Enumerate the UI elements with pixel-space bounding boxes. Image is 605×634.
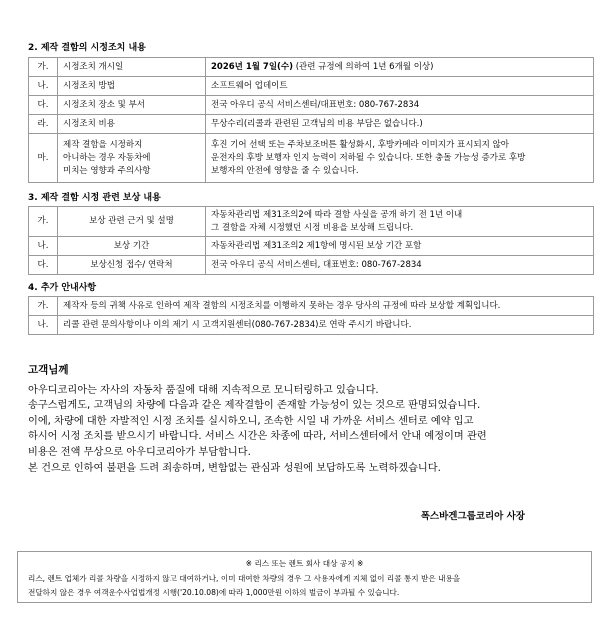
- value-line: 운전자의 후방 보행자 인지 능력이 저하될 수 있습니다. 또한 충돌 가능성 증가로 후방: [211, 152, 526, 163]
- table-row: [29, 207, 594, 237]
- row-number: 가.: [29, 58, 58, 77]
- section-4-title: 4. 추가 안내사항: [28, 283, 97, 293]
- value-line: 그 결함을 자체 시정했던 시정 비용을 보상해 드립니다.: [211, 222, 414, 233]
- table-row: [29, 77, 594, 96]
- row-label: 보상 기간: [58, 237, 206, 256]
- table-row: [29, 237, 594, 256]
- table-row: [29, 256, 594, 275]
- table-row: [29, 134, 594, 183]
- table-row: [29, 58, 594, 77]
- label-line: 제작 결함을 시정하지: [63, 139, 143, 150]
- table-row: [29, 297, 594, 316]
- label-line: 미치는 영향과 주의사항: [63, 165, 151, 176]
- row-label: 시정조치 방법: [58, 77, 206, 96]
- row-number: 가.: [29, 297, 58, 316]
- row-value: 소프트웨어 업데이트: [206, 77, 594, 96]
- table-row: [29, 96, 594, 115]
- table-row: [29, 316, 594, 335]
- row-value: [206, 134, 594, 183]
- row-number: 나.: [29, 237, 58, 256]
- recall-start-date: 2026년 1월 7일(수): [211, 61, 294, 72]
- row-value: 리콜 관련 문의사항이나 이의 제기 시 고객지원센터(080-767-2834)로 연락 주시기 바랍니다.: [58, 316, 594, 335]
- customer-letter: [28, 363, 598, 476]
- row-value: 전국 아우디 공식 서비스센터/대표번호: 080-767-2834: [206, 96, 594, 115]
- letter-line: 송구스럽게도, 고객님의 차량에 다음과 같은 제작결함이 존재할 가능성이 있는 것으로 판명되었습니다.: [28, 400, 481, 412]
- notice-title: ※ 리스 또는 렌트 회사 대상 공지 ※: [245, 559, 364, 568]
- letter-line: 하시어 시정 조치를 받으시기 바랍니다. 서비스 시간은 차종에 따라, 서비스센터에서 안내 예정이며 관련: [28, 431, 487, 443]
- row-value: 자동차관리법 제31조의2 제1항에 명시된 보상 기간 포함: [206, 237, 594, 256]
- value-line: 후진 기어 선택 또는 주차보조버튼 활성화시, 후방카메라 이미지가 표시되지 않아: [211, 139, 509, 150]
- row-value: 제작자 등의 귀책 사유로 인하여 제작 결함의 시정조치를 이행하지 못하는 경우 당사의 규정에 따라 보상할 계획입니다.: [58, 297, 594, 316]
- row-value: [206, 207, 594, 237]
- row-label: 보상신청 접수/ 연락처: [58, 256, 206, 275]
- section-3-table: [28, 206, 594, 275]
- row-number: 마.: [29, 134, 58, 183]
- label-line: 아니하는 경우 자동차에: [63, 152, 151, 163]
- recall-start-note: (관련 규정에 의하여 1년 6개월 이상): [293, 61, 434, 72]
- row-value: [206, 58, 594, 77]
- section-2-table: [28, 57, 594, 183]
- row-value: 전국 아우디 공식 서비스센터, 대표번호: 080-767-2834: [206, 256, 594, 275]
- row-number: 다.: [29, 256, 58, 275]
- row-number: 나.: [29, 77, 58, 96]
- section-4-table: [28, 296, 594, 335]
- row-number: 가.: [29, 207, 58, 237]
- lease-rental-notice: [17, 551, 592, 603]
- table-row: [29, 115, 594, 134]
- notice-line: 전달하지 않은 경우 여객운수사업법개정 시행('20.10.08)에 따라 1,000만원 이하의 벌금이 부과될 수 있습니다.: [28, 588, 400, 597]
- row-number: 나.: [29, 316, 58, 335]
- row-number: 다.: [29, 96, 58, 115]
- row-label: 보상 관련 근거 및 설명: [58, 207, 206, 237]
- signature: 폭스바겐그룹코리아 사장: [420, 511, 525, 522]
- row-label: [58, 134, 206, 183]
- value-line: 자동차관리법 제31조의2에 따라 결함 사실을 공개 하기 전 1년 이내: [211, 209, 463, 220]
- row-label: 시정조치 개시일: [58, 58, 206, 77]
- greeting: 고객님께: [28, 364, 69, 376]
- section-2-title: 2. 제작 결함의 시정조치 내용: [28, 43, 146, 53]
- notice-line: 리스, 렌트 업체가 리콜 차량을 시정하지 않고 대여하거나, 이미 대여한 차량의 경우 그 사용자에게 지체 없이 리콜 통지 받은 내용을: [28, 574, 461, 583]
- letter-line: 이에, 차량에 대한 자발적인 시정 조치를 실시하오니, 조속한 시일 내 가까운 서비스 센터로 예약 입고: [28, 415, 474, 427]
- row-number: 라.: [29, 115, 58, 134]
- row-label: 시정조치 장소 및 부서: [58, 96, 206, 115]
- value-line: 보행자의 안전에 영향을 줄 수 있습니다.: [211, 165, 359, 176]
- letter-line: 비용은 전액 무상으로 아우디코리아가 부담합니다.: [28, 446, 251, 458]
- letter-line: 아우디코리아는 자사의 자동차 품질에 대해 지속적으로 모니터링하고 있습니다.: [28, 384, 379, 396]
- row-value: 무상수리(리콜과 관련된 고객님의 비용 부담은 없습니다.): [206, 115, 594, 134]
- section-3-title: 3. 제작 결함 시정 관련 보상 내용: [28, 193, 161, 203]
- letter-line: 본 건으로 인하여 불편을 드려 죄송하며, 변함없는 관심과 성원에 보답하도록 노력하겠습니다.: [28, 462, 441, 474]
- row-label: 시정조치 비용: [58, 115, 206, 134]
